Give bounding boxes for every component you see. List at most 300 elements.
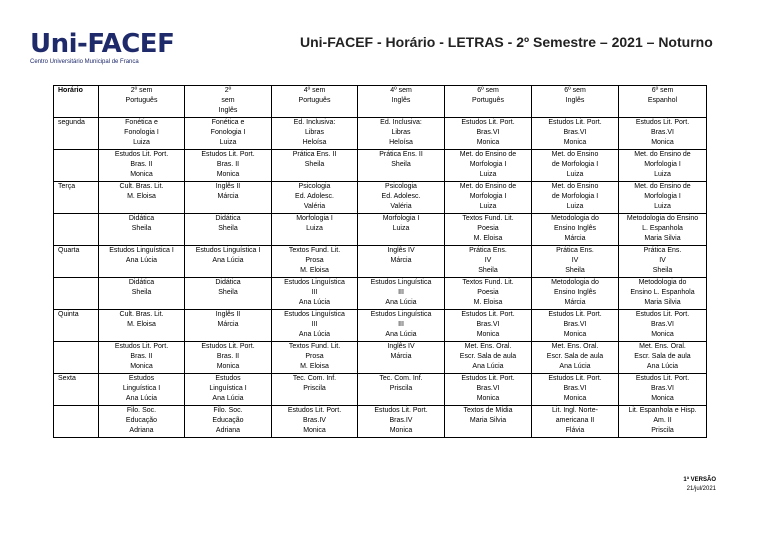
schedule-cell: [532, 406, 619, 438]
cell-line: Márcia: [390, 257, 412, 264]
day-cell: Terça: [54, 182, 99, 214]
cell-line: Metodologia do: [551, 215, 599, 222]
day-cell: Sexta: [54, 374, 99, 406]
cell-line: Monica: [651, 331, 674, 338]
cell-line: Maria Silvia: [469, 417, 507, 424]
cell-line: Adriana: [129, 427, 154, 434]
schedule-cell: [619, 150, 707, 182]
cell-line: Didática: [215, 215, 241, 222]
header-col-2: [185, 86, 272, 118]
cell-line: Estudos Lit. Port.: [635, 119, 690, 126]
schedule-cell: [99, 310, 185, 342]
schedule-cell: [445, 406, 532, 438]
cell-line: Estudos Lit. Port.: [114, 151, 169, 158]
schedule-cell: [99, 278, 185, 310]
schedule-cell: [619, 182, 707, 214]
cell-line: Maria Silvia: [644, 299, 681, 306]
schedule-cell: [445, 118, 532, 150]
header-line: 4º sem: [390, 87, 412, 94]
cell-line: Sheila: [652, 267, 673, 274]
schedule-body: [54, 118, 707, 438]
schedule-cell: [358, 246, 445, 278]
schedule-cell: [532, 374, 619, 406]
header-col-5: [445, 86, 532, 118]
cell-line: M. Eloisa: [473, 235, 503, 242]
cell-line: Bras.VI: [563, 321, 587, 328]
schedule-cell: [445, 342, 532, 374]
cell-line: Met. do Ensino de: [459, 151, 517, 158]
cell-line: Ana Lúcia: [212, 257, 244, 264]
cell-line: Estudos Linguística: [284, 279, 345, 286]
schedule-cell: [532, 182, 619, 214]
page-title: Uni-FACEF - Horário - LETRAS - 2º Semestre – 2021 – Noturno: [300, 34, 713, 50]
cell-line: Escr. Sala de aula: [459, 353, 517, 360]
schedule-cell: [532, 150, 619, 182]
cell-line: Luiza: [306, 225, 323, 232]
cell-line: Luiza: [654, 171, 671, 178]
cell-line: Sheila: [131, 289, 152, 296]
cell-line: Filo. Soc.: [213, 407, 243, 414]
cell-line: Bras.IV: [303, 417, 326, 424]
cell-line: Monica: [389, 427, 413, 434]
cell-line: Flávia: [565, 427, 585, 434]
header-horario: [54, 86, 99, 118]
cell-line: Estudos: [215, 375, 241, 382]
schedule-cell: [272, 374, 358, 406]
schedule-cell: [99, 118, 185, 150]
cell-line: Lit. Ingl. Norte-: [552, 407, 598, 414]
schedule-cell: [99, 182, 185, 214]
cell-line: Bras.VI: [563, 129, 587, 136]
schedule-cell: [272, 214, 358, 246]
schedule-cell: [358, 214, 445, 246]
cell-line: Luiza: [479, 203, 497, 210]
header-line: Inglês: [565, 97, 585, 104]
cell-line: Fonética e: [125, 119, 158, 126]
cell-line: Ed. Adolesc.: [381, 193, 421, 200]
cell-line: Libras: [304, 129, 325, 136]
schedule-cell: [445, 310, 532, 342]
cell-line: Prosa: [305, 257, 324, 264]
table-row: [54, 246, 707, 278]
header-line: 4º sem: [303, 87, 326, 94]
cell-line: III: [311, 321, 318, 328]
header-line: Português: [298, 97, 331, 104]
cell-line: Monica: [216, 363, 240, 370]
cell-line: Didática: [128, 279, 155, 286]
schedule-cell: [532, 214, 619, 246]
schedule-cell: [445, 214, 532, 246]
cell-line: Maria Silvia: [644, 235, 681, 242]
cell-line: L. Espanhola: [642, 225, 683, 232]
cell-line: Ana Lúcia: [385, 331, 417, 338]
cell-line: Inglês IV: [387, 247, 415, 254]
cell-line: Estudos Linguística I: [195, 247, 261, 254]
cell-line: Ensino Inglês: [553, 225, 597, 232]
cell-line: Poesia: [477, 289, 499, 296]
cell-line: Ana Lúcia: [298, 299, 331, 306]
cell-line: Bras.IV: [389, 417, 413, 424]
cell-line: Estudos Lit. Port.: [461, 311, 515, 318]
cell-line: Estudos Lit. Port.: [201, 343, 255, 350]
cell-line: Metodologia do: [638, 279, 687, 286]
cell-line: Sheila: [478, 267, 498, 274]
cell-line: M. Eloisa: [127, 193, 156, 200]
schedule-cell: [99, 406, 185, 438]
schedule-cell: [445, 182, 532, 214]
table-row: [54, 310, 707, 342]
cell-line: Monica: [651, 395, 674, 402]
cell-line: Márcia: [564, 299, 586, 306]
version-info: [683, 476, 716, 494]
cell-line: Heloísa: [302, 139, 327, 146]
cell-line: Inglês II: [215, 183, 241, 190]
cell-line: Prática Ens.: [469, 247, 507, 254]
logo-subtitle: Centro Universitário Municipal de Franca: [30, 59, 139, 65]
table-row: [54, 118, 707, 150]
header-col-7: [619, 86, 707, 118]
cell-line: Bras. II: [130, 161, 153, 168]
schedule-cell: [445, 150, 532, 182]
cell-line: Valéria: [303, 203, 326, 210]
cell-line: Bras.VI: [476, 385, 500, 392]
schedule-cell: [185, 150, 272, 182]
schedule-cell: [445, 246, 532, 278]
header-line: 6º sem: [477, 87, 499, 94]
schedule-cell: [99, 214, 185, 246]
cell-line: Luiza: [392, 225, 410, 232]
cell-line: Textos de Mídia: [463, 407, 513, 414]
cell-line: Inglês IV: [387, 343, 415, 350]
schedule-cell: [272, 150, 358, 182]
schedule-cell: [532, 246, 619, 278]
cell-line: Ana Lúcia: [212, 395, 244, 402]
cell-line: Bras. II: [216, 353, 240, 360]
cell-line: Linguística I: [209, 385, 247, 392]
cell-line: Monica: [216, 171, 240, 178]
schedule-cell: [185, 278, 272, 310]
cell-line: Morfologia I: [469, 193, 507, 200]
header-col-3: [272, 86, 358, 118]
cell-line: Estudos Linguística: [284, 311, 345, 318]
cell-line: Estudos Lit. Port.: [114, 343, 169, 350]
table-row: [54, 374, 707, 406]
header-row: [54, 86, 707, 118]
cell-line: Estudos Lit. Port.: [461, 119, 515, 126]
cell-line: Sheila: [218, 225, 238, 232]
header-line: 2º sem: [130, 87, 153, 94]
cell-line: Ensino Inglês: [553, 289, 597, 296]
schedule-cell: [358, 406, 445, 438]
schedule-cell: [358, 278, 445, 310]
cell-line: Textos Fund. Lit.: [462, 279, 514, 286]
cell-line: Luiza: [566, 171, 584, 178]
cell-line: de Morfologia I: [551, 193, 599, 200]
cell-line: Luiza: [479, 171, 497, 178]
cell-line: Priscila: [389, 385, 413, 392]
cell-line: Estudos Lit. Port.: [548, 375, 602, 382]
cell-line: Bras.VI: [651, 385, 674, 392]
cell-line: Sheila: [391, 161, 411, 168]
version-date: 21/jul/2021: [686, 486, 716, 492]
schedule-cell: [619, 310, 707, 342]
day-cell: Quarta: [54, 246, 99, 278]
schedule-cell: [619, 406, 707, 438]
cell-line: Ana Lúcia: [125, 395, 158, 402]
cell-line: Prática Ens. II: [292, 151, 337, 158]
cell-line: Metodologia do Ensino: [626, 215, 699, 222]
header-line: 6º sem: [651, 87, 674, 94]
cell-line: Met. do Ensino de: [634, 183, 691, 190]
cell-line: Sheila: [131, 225, 152, 232]
schedule-cell: [185, 182, 272, 214]
cell-line: Tec. Com. Inf.: [379, 375, 423, 382]
cell-line: Priscila: [303, 385, 326, 392]
cell-line: Heloísa: [389, 139, 413, 146]
cell-line: Escr. Sala de aula: [634, 353, 691, 360]
cell-line: Linguística I: [122, 385, 161, 392]
cell-line: M. Eloisa: [300, 363, 329, 370]
cell-line: M. Eloisa: [300, 267, 329, 274]
cell-line: Monica: [563, 395, 587, 402]
cell-line: Met. do Ensino de: [634, 151, 691, 158]
cell-line: III: [311, 289, 318, 296]
header-line: sem: [221, 97, 235, 104]
cell-line: Sheila: [218, 289, 238, 296]
cell-line: Bras. II: [130, 353, 153, 360]
schedule-cell: [272, 182, 358, 214]
version-label: 1ª VERSÃO: [683, 477, 716, 483]
cell-line: Poesia: [477, 225, 499, 232]
cell-line: Ana Lúcia: [385, 299, 417, 306]
schedule-cell: [532, 118, 619, 150]
cell-line: Sheila: [565, 267, 585, 274]
header-line: Inglês: [218, 107, 238, 114]
cell-line: de Morfologia I: [551, 161, 599, 168]
header-col-6: [532, 86, 619, 118]
schedule-cell: [185, 342, 272, 374]
cell-line: Met. Ens. Oral.: [639, 343, 686, 350]
cell-line: Textos Fund. Lit.: [288, 247, 341, 254]
schedule-cell: [185, 310, 272, 342]
cell-line: Bras.VI: [651, 321, 674, 328]
cell-line: Bras. II: [216, 161, 240, 168]
cell-line: Morfologia I: [469, 161, 507, 168]
cell-line: Monica: [303, 427, 326, 434]
cell-line: Monica: [563, 139, 587, 146]
header-line: Espanhol: [647, 97, 678, 104]
cell-line: Monica: [476, 139, 500, 146]
cell-line: Met. Ens. Oral.: [464, 343, 512, 350]
cell-line: Ana Lúcia: [646, 363, 679, 370]
schedule-cell: [99, 374, 185, 406]
cell-line: Prática Ens.: [643, 247, 682, 254]
day-cell: [54, 278, 99, 310]
cell-line: Ensino L. Espanhola: [630, 289, 695, 296]
cell-line: Monica: [130, 171, 153, 178]
schedule-cell: [99, 150, 185, 182]
cell-line: Fonética e: [211, 119, 245, 126]
schedule-cell: [445, 278, 532, 310]
cell-line: Márcia: [564, 235, 586, 242]
schedule-cell: [358, 374, 445, 406]
cell-line: Psicologia: [385, 183, 417, 190]
schedule-cell: [358, 310, 445, 342]
schedule-cell: [185, 214, 272, 246]
cell-line: Morfologia I: [644, 161, 681, 168]
day-cell: segunda: [54, 118, 99, 150]
schedule-cell: [532, 342, 619, 374]
schedule-cell: [619, 374, 707, 406]
logo-wordmark: Uni-FACEF: [30, 29, 175, 59]
cell-line: Ana Lúcia: [559, 363, 591, 370]
table-row: [54, 150, 707, 182]
cell-line: Márcia: [390, 353, 412, 360]
cell-line: Ana Lúcia: [125, 257, 158, 264]
cell-line: americana II: [555, 417, 595, 424]
schedule-cell: [185, 406, 272, 438]
schedule-cell: [619, 278, 707, 310]
header-col-4: [358, 86, 445, 118]
cell-line: Sheila: [304, 161, 325, 168]
cell-line: Bras.VI: [476, 129, 500, 136]
schedule-cell: [619, 214, 707, 246]
cell-line: Adriana: [215, 427, 241, 434]
cell-line: III: [398, 321, 404, 328]
cell-line: Educação: [125, 417, 158, 424]
cell-line: Estudos Lit. Port.: [461, 375, 515, 382]
schedule-cell: [272, 246, 358, 278]
cell-line: Met. do Ensino: [551, 183, 599, 190]
cell-line: Estudos Lit. Port.: [635, 311, 690, 318]
cell-line: Ed. Inclusiva:: [380, 119, 422, 126]
header-line: 6º sem: [564, 87, 586, 94]
schedule-cell: [272, 406, 358, 438]
cell-line: Metodologia do: [551, 279, 599, 286]
cell-line: Monica: [563, 331, 587, 338]
schedule-cell: [532, 310, 619, 342]
cell-line: M. Eloisa: [473, 299, 503, 306]
cell-line: Estudos Lit. Port.: [548, 119, 602, 126]
header-line: Português: [125, 97, 158, 104]
cell-line: Filo. Soc.: [126, 407, 157, 414]
cell-line: Priscila: [651, 427, 674, 434]
schedule-cell: [619, 118, 707, 150]
schedule-cell: [272, 342, 358, 374]
schedule-cell: [445, 374, 532, 406]
cell-line: Morfologia I: [382, 215, 420, 222]
cell-line: Estudos Linguística: [370, 279, 432, 286]
cell-line: Morfologia I: [296, 215, 333, 222]
cell-line: III: [398, 289, 404, 296]
cell-line: IV: [659, 257, 666, 264]
cell-line: Ana Lúcia: [472, 363, 504, 370]
cell-line: Didática: [215, 279, 241, 286]
cell-line: Ed. Adolesc.: [295, 193, 334, 200]
cell-line: Prática Ens. II: [379, 151, 423, 158]
cell-line: Textos Fund. Lit.: [288, 343, 341, 350]
cell-line: M. Eloisa: [127, 321, 156, 328]
cell-line: Cult. Bras. Lit.: [119, 311, 164, 318]
cell-line: Estudos Linguística I: [109, 247, 174, 254]
day-cell: [54, 150, 99, 182]
cell-line: Met. Ens. Oral.: [551, 343, 599, 350]
cell-line: Estudos Lit. Port.: [635, 375, 690, 382]
schedule-cell: [358, 342, 445, 374]
day-cell: [54, 406, 99, 438]
cell-line: Morfologia I: [644, 193, 681, 200]
cell-line: Met. do Ensino de: [459, 183, 517, 190]
cell-line: Estudos Lit. Port.: [287, 407, 342, 414]
cell-line: Luiza: [133, 139, 150, 146]
table-row: [54, 342, 707, 374]
header-col-1: [99, 86, 185, 118]
cell-line: Márcia: [217, 321, 239, 328]
table-row: [54, 182, 707, 214]
schedule-cell: [185, 246, 272, 278]
cell-line: Prática Ens.: [556, 247, 594, 254]
cell-line: Bras.VI: [476, 321, 500, 328]
schedule-cell: [358, 118, 445, 150]
cell-line: Inglês II: [215, 311, 241, 318]
cell-line: Estudos: [128, 375, 155, 382]
schedule-cell: [358, 150, 445, 182]
header-line: 2º: [224, 87, 232, 94]
cell-line: Luiza: [219, 139, 237, 146]
cell-line: Psicologia: [298, 183, 331, 190]
cell-line: Fonologia I: [124, 129, 159, 136]
cell-line: Ed. Inclusiva:: [293, 119, 336, 126]
day-cell: [54, 342, 99, 374]
cell-line: Bras.VI: [651, 129, 674, 136]
schedule-cell: [185, 374, 272, 406]
table-row: [54, 406, 707, 438]
schedule-cell: [185, 118, 272, 150]
cell-line: Estudos Lit. Port.: [201, 151, 255, 158]
day-cell: [54, 214, 99, 246]
schedule-cell: [272, 118, 358, 150]
schedule-cell: [619, 342, 707, 374]
cell-line: Escr. Sala de aula: [546, 353, 604, 360]
cell-line: Luiza: [566, 203, 584, 210]
cell-line: Monica: [476, 331, 500, 338]
cell-line: Cult. Bras. Lit.: [119, 183, 164, 190]
header-line: Horário: [58, 87, 83, 94]
cell-line: Tec. Com. Inf.: [292, 375, 337, 382]
cell-line: Estudos Linguística: [370, 311, 432, 318]
cell-line: Valéria: [390, 203, 412, 210]
cell-line: Monica: [476, 395, 500, 402]
schedule-cell: [272, 278, 358, 310]
cell-line: Bras.VI: [563, 385, 587, 392]
cell-line: Monica: [130, 363, 153, 370]
schedule-table: [53, 85, 707, 438]
cell-line: Libras: [391, 129, 411, 136]
cell-line: Am. II: [653, 417, 672, 424]
cell-line: Educação: [212, 417, 244, 424]
cell-line: Lit. Espanhola e Hisp.: [628, 407, 697, 414]
cell-line: Didática: [128, 215, 155, 222]
cell-line: IV: [571, 257, 579, 264]
cell-line: Prosa: [305, 353, 324, 360]
schedule-cell: [532, 278, 619, 310]
day-cell: Quinta: [54, 310, 99, 342]
table-row: [54, 214, 707, 246]
cell-line: Ana Lúcia: [298, 331, 331, 338]
cell-line: Met. do Ensino: [551, 151, 599, 158]
cell-line: Fonologia I: [210, 129, 246, 136]
schedule-cell: [99, 342, 185, 374]
